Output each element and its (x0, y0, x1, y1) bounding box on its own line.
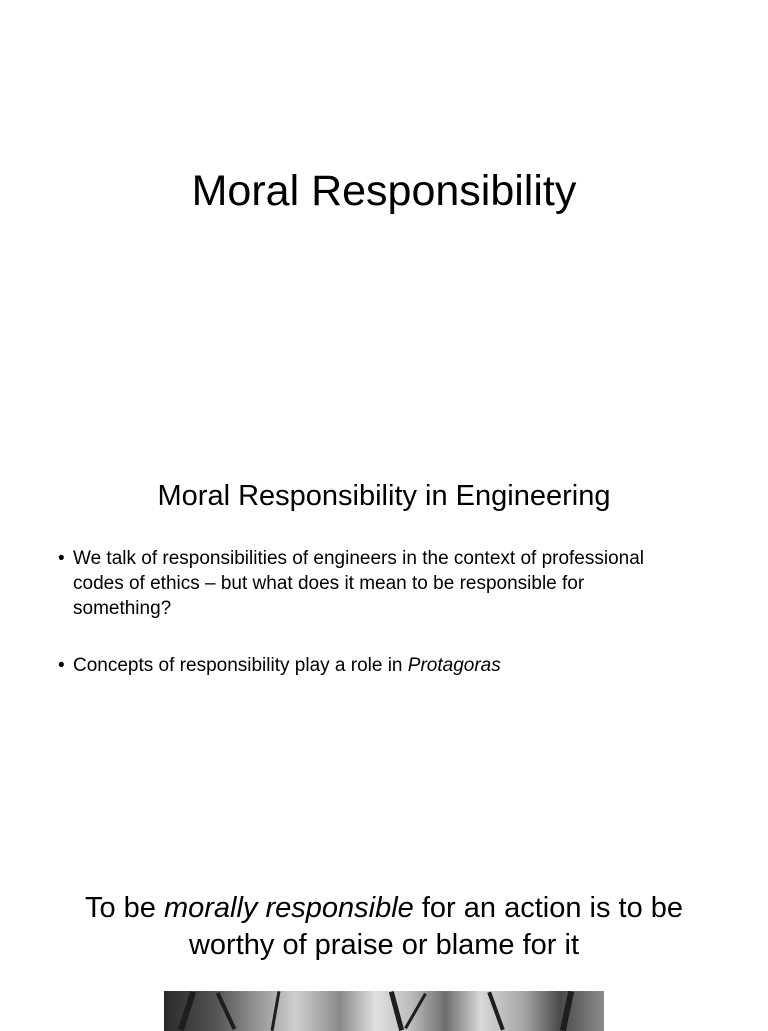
slide-heading: Moral Responsibility in Engineering (157, 480, 611, 512)
slide-2 (0, 432, 768, 862)
bullet-2-italic: Protagoras (407, 655, 501, 676)
photo-branch (389, 991, 404, 1031)
photo-branch (216, 992, 237, 1030)
bullet-marker: • (58, 655, 65, 676)
definition-statement (0, 890, 768, 964)
bullet-item-2 (58, 653, 738, 678)
statement-line-2: worthy of praise or blame for it (188, 929, 580, 961)
slide-3 (0, 862, 768, 1024)
bullet-marker: • (58, 548, 65, 569)
photo-image (164, 991, 604, 1031)
bullet-2-text: Concepts of responsibility play a role in (73, 655, 408, 676)
statement-emphasis: morally responsible (163, 892, 414, 924)
photo-branch (271, 991, 281, 1031)
slide-title: Moral Responsibility (191, 167, 577, 215)
statement-prefix: To be (84, 892, 164, 924)
bullet-item-1 (58, 546, 738, 621)
bullet-1-line-1: We talk of responsibilities of engineers in the context of professional (73, 548, 645, 569)
bullet-1-line-3: something? (73, 598, 172, 619)
photo-branch (487, 992, 504, 1031)
bullet-list (58, 546, 738, 710)
bullet-1-line-2: codes of ethics – but what does it mean to be responsible for (73, 573, 585, 594)
statement-suffix: for an action is to be (413, 892, 684, 924)
slide-1 (0, 0, 768, 432)
photo-branch (178, 991, 196, 1031)
photo-branch (560, 991, 574, 1031)
